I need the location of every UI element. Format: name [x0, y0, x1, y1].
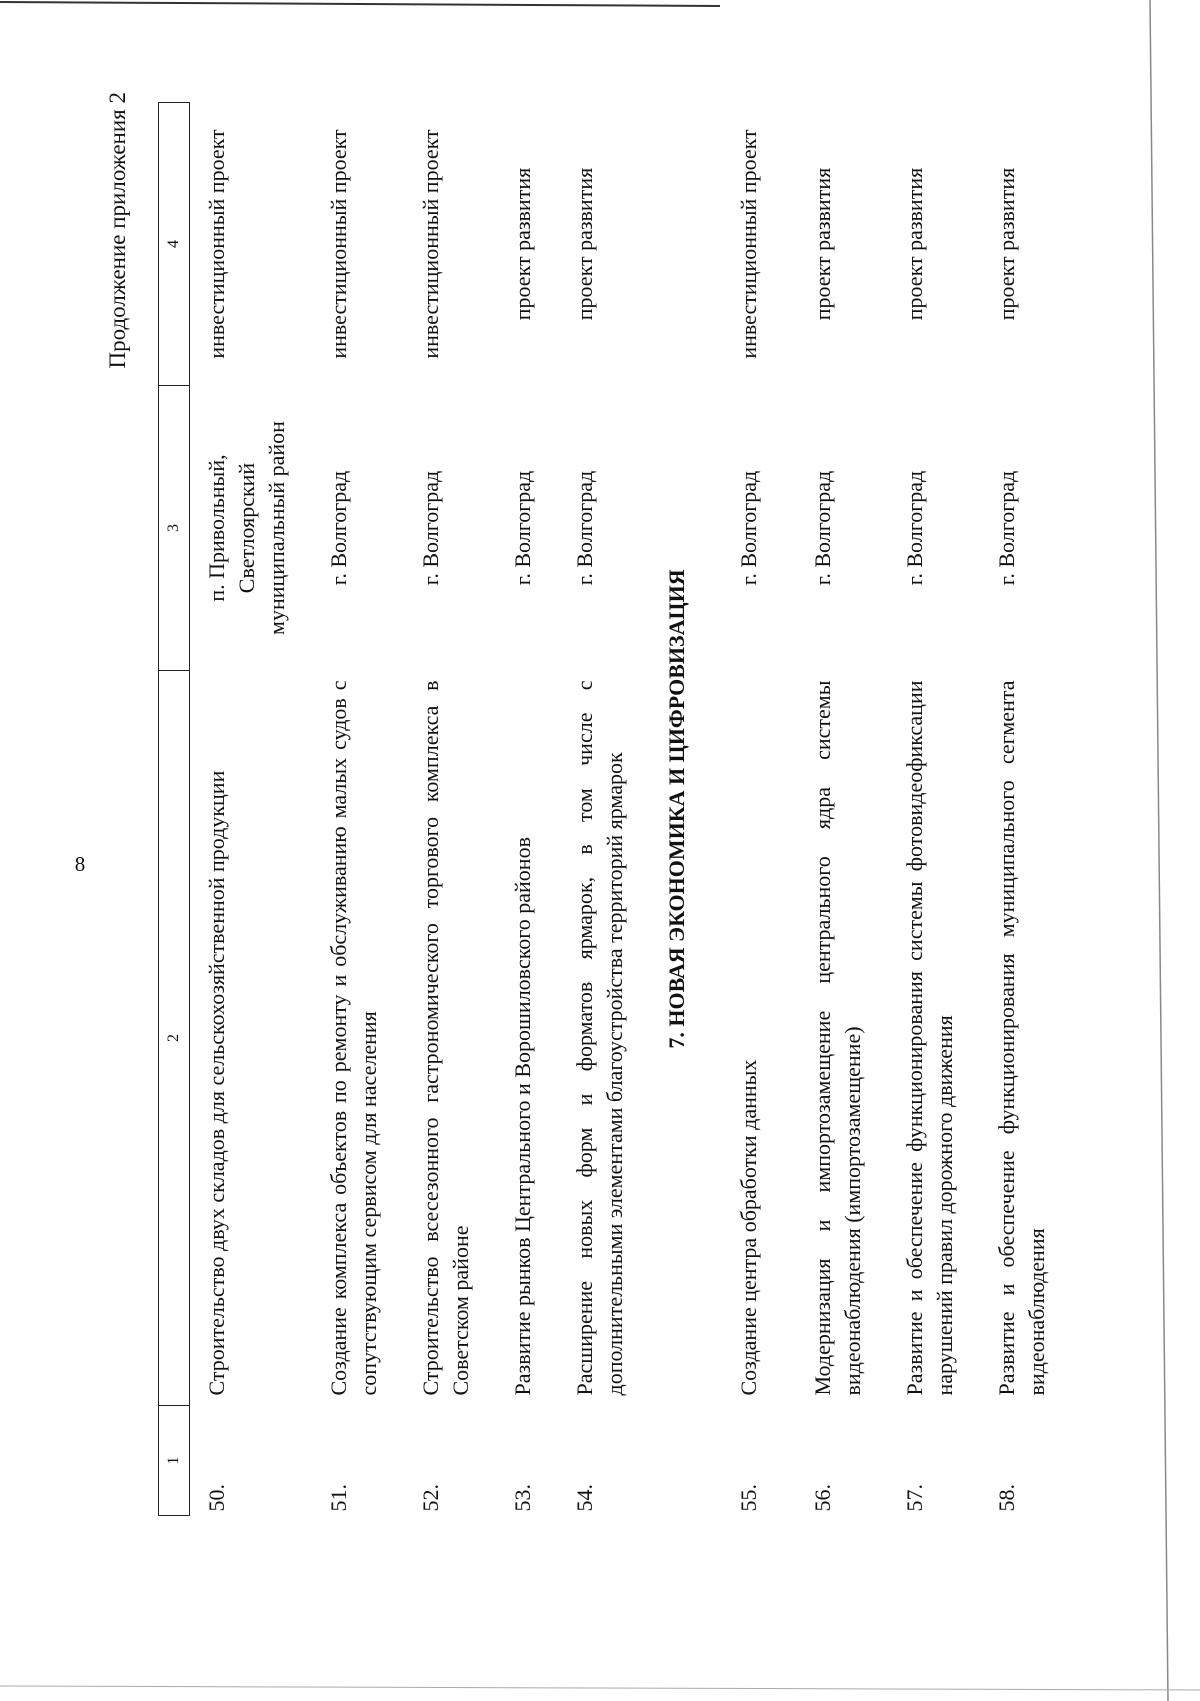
row-number: 54.: [572, 1484, 597, 1512]
row-location: г. Волгоград: [510, 470, 535, 586]
row-location: г. Волгоград: [736, 470, 761, 586]
page-number: 8: [74, 852, 86, 876]
section-row: [650, 103, 722, 1516]
row-description: Создание комплекса объектов по ремонту и обслуживанию малых судов с сопутствующим сервисом для населения: [326, 680, 381, 1396]
row-description: Строительство двух складов для сельскохозяйственной продукции: [204, 770, 229, 1396]
table-row: [404, 103, 496, 1516]
table-row: [496, 103, 558, 1516]
row-number: 56.: [810, 1484, 835, 1512]
table-row: [312, 103, 404, 1516]
row-number: 55.: [736, 1484, 761, 1512]
header-col-3: 3: [159, 386, 190, 671]
row-type: инвестиционный проект: [418, 129, 443, 359]
row-location: г. Волгоград: [326, 470, 351, 586]
row-description: Модернизация и импортозамещение центрального ядра системы видеонаблюдения (импортозамещение): [810, 680, 865, 1396]
row-location: г. Волгоград: [810, 470, 835, 586]
header-col-1: 1: [159, 1406, 190, 1516]
row-number: 57.: [902, 1484, 927, 1512]
row-description: Расширение новых форм и форматов ярмарок, в том числе с дополнительными элементами благоустройства территорий ярмарок: [572, 680, 627, 1396]
row-location: п. Привольный, Светлоярский муниципальный район: [204, 421, 289, 635]
row-type: инвестиционный проект: [736, 129, 761, 359]
row-description: Развитие рынков Центрального и Ворошиловского районов: [510, 837, 535, 1396]
header-col-2: 2: [159, 671, 190, 1406]
row-type: проект развития: [994, 167, 1019, 321]
row-type: проект развития: [510, 167, 535, 321]
table-row: [722, 103, 796, 1516]
table-header-row: [159, 103, 190, 1516]
row-description: Развитие и обеспечение функционирования муниципального сегмента видеонаблюдения: [994, 680, 1049, 1396]
row-type: проект развития: [902, 167, 927, 321]
table-row: [558, 103, 650, 1516]
table-row: [980, 103, 1072, 1516]
table-row: [888, 103, 980, 1516]
row-number: 51.: [326, 1484, 351, 1512]
row-description: Строительство всесезонного гастрономического торгового комплекса в Советском районе: [418, 680, 473, 1396]
row-location: г. Волгоград: [418, 470, 443, 586]
row-location: г. Волгоград: [994, 470, 1019, 586]
row-type: проект развития: [810, 167, 835, 321]
row-number: 52.: [418, 1484, 443, 1512]
row-type: проект развития: [572, 167, 597, 321]
table-row: [190, 103, 313, 1516]
row-description: Создание центра обработки данных: [736, 1059, 761, 1396]
continuation-title: Продолжение приложения 2: [105, 92, 130, 369]
row-type: инвестиционный проект: [326, 129, 351, 359]
header-col-4: 4: [159, 103, 190, 386]
row-number: 50.: [204, 1484, 229, 1512]
row-number: 58.: [994, 1484, 1019, 1512]
row-location: г. Волгоград: [572, 470, 597, 586]
row-type: инвестиционный проект: [204, 129, 229, 359]
row-location: г. Волгоград: [902, 470, 927, 586]
row-number: 53.: [510, 1484, 535, 1512]
row-description: Развитие и обеспечение функционирования системы фотовидеофиксации нарушений правил дорожного движения: [902, 680, 957, 1396]
projects-table: [158, 102, 1072, 1516]
table-row: [796, 103, 888, 1516]
section-title: 7. НОВАЯ ЭКОНОМИКА И ЦИФРОВИЗАЦИЯ: [664, 569, 689, 1049]
